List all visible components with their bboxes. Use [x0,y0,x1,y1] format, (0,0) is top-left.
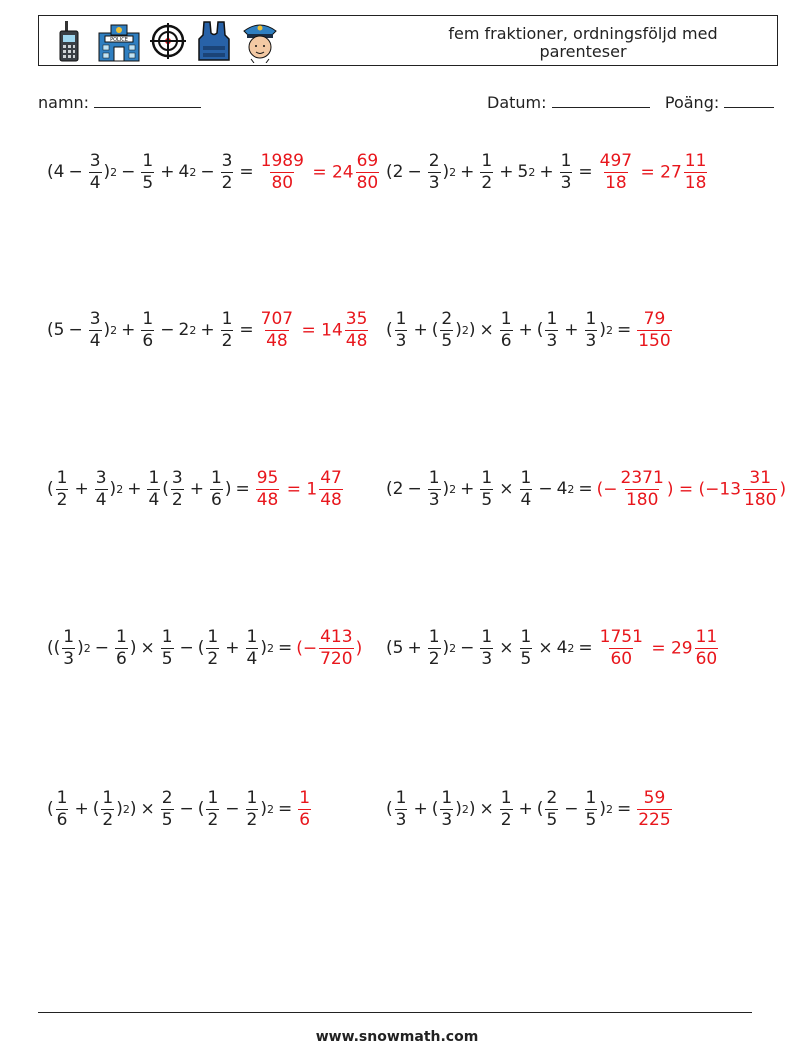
score-blank [724,93,774,108]
problem-7: (( $\frac{1}{3}$ ) 2 − $\frac{1}{6}$ ) × $\frac{1}{5}$ − ( $\frac{1}{2}$ + $\frac{1}{4}$ ) 2 = (− $\frac{413}{720}$ ) [47,626,363,669]
problem-6: (2 − $\frac{1}{3}$ ) 2 + $\frac{1}{5}$ × $\frac{1}{4}$ − 4 2 = (− $\frac{2371}{180}$ ) = (−13 $\frac{31}{180}$ ) [386,467,787,510]
police-station-icon [97,19,141,63]
bulletproof-vest-icon [195,19,233,63]
footer-url[interactable]: www.snowmath.com [315,1029,479,1045]
date-score-fields [487,93,774,112]
problem-10: ( $\frac{1}{3}$ + ( $\frac{1}{3}$ ) 2 ) × $\frac{1}{2}$ + ( $\frac{2}{5}$ − $\frac{1}{5}$ ) 2 = $\frac{59}{225}$ [386,787,671,830]
header-box [38,15,778,66]
name-field [38,93,201,112]
problem-8: (5 + $\frac{1}{2}$ ) 2 − $\frac{1}{3}$ × $\frac{1}{5}$ × 4 2 = $\frac{1751}{60}$ = 29 $\frac{11}{60}$ [386,626,718,669]
date-label: Datum: [487,93,547,112]
problem-1: (4 − $\frac{3}{4}$ ) 2 − $\frac{1}{5}$ + 4 2 − $\frac{3}{2}$ = $\frac{1989}{80}$ = 24 $\frac{69}{80}$ [47,150,379,193]
score-label: Poäng: [664,93,720,112]
police-officer-icon [241,19,279,63]
title-line-1: fem fraktioner, ordningsföljd med [448,24,718,43]
name-blank [94,93,201,108]
date-blank [552,93,650,108]
problem-3: (5 − $\frac{3}{4}$ ) 2 + $\frac{1}{6}$ − 2 2 + $\frac{1}{2}$ = $\frac{707}{48}$ = 14 $\frac{35}{48}$ [47,308,368,351]
problem-2: (2 − $\frac{2}{3}$ ) 2 + $\frac{1}{2}$ + 5 2 + $\frac{1}{3}$ = $\frac{497}{18}$ = 27 $\frac{11}{18}$ [386,150,707,193]
walkie-talkie-icon [51,19,89,63]
problem-9: ( $\frac{1}{6}$ + ( $\frac{1}{2}$ ) 2 ) × $\frac{2}{5}$ − ( $\frac{1}{2}$ − $\frac{1}{2}$ ) 2 = $\frac{1}{6}$ [47,787,311,830]
title-line-2: parenteser [539,42,627,61]
crosshair-icon [149,19,187,63]
problem-4: ( $\frac{1}{3}$ + ( $\frac{2}{5}$ ) 2 ) × $\frac{1}{6}$ + ( $\frac{1}{3}$ + $\frac{1}{3}$ ) 2 = $\frac{79}{150}$ [386,308,671,351]
header-icons [51,19,279,63]
worksheet-title [399,25,767,61]
problem-5: ( $\frac{1}{2}$ + $\frac{3}{4}$ ) 2 + $\frac{1}{4}$ ( $\frac{3}{2}$ + $\frac{1}{6}$ ) = $\frac{95}{48}$ = 1 $\frac{47}{48}$ [47,467,342,510]
svg-text:POLICE: POLICE [110,37,128,43]
footer-divider [38,1012,752,1013]
name-label: namn: [38,93,90,112]
